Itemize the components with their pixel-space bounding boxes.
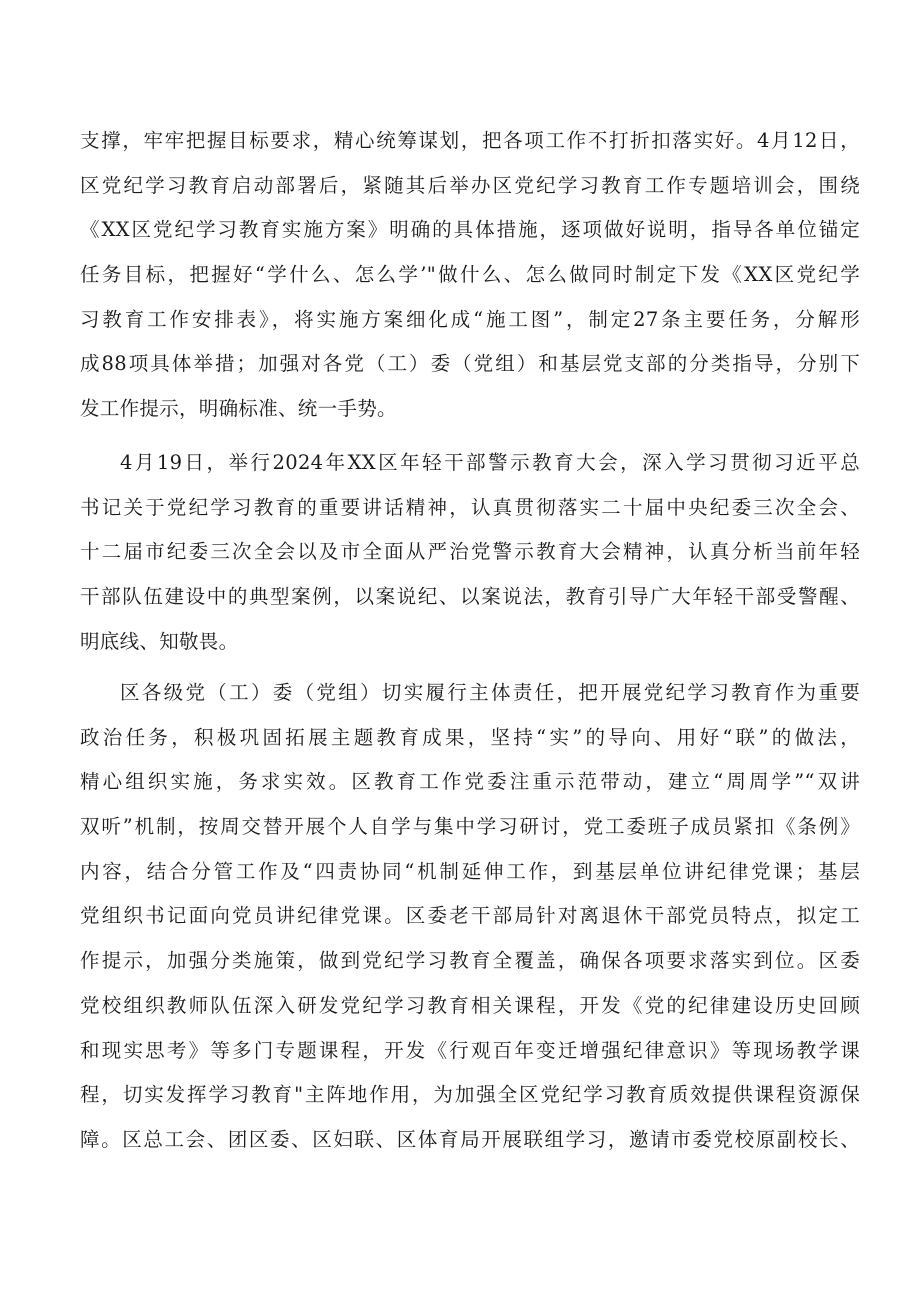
text-line: 双听”机制，按周交替开展个人自学与集中学习研讨，党工委班子成员紧扣《条例》 bbox=[80, 815, 860, 839]
text-line: 支撑，牢牢把握目标要求，精心统筹谋划，把各项工作不打折扣落实好。4月12日， bbox=[80, 129, 860, 152]
paragraph-3 bbox=[80, 671, 860, 1163]
text-line: 党组织书记面向党员讲纪律党课。区委老干部局针对离退休干部党员特点，拟定工 bbox=[80, 904, 860, 928]
text-line: 干部队伍建设中的典型案例，以案说纪、以案说法，教育引导广大年轻干部受警醒、 bbox=[80, 585, 860, 609]
text-line: 4月19日，举行2024年XX区年轻干部警示教育大会，深入学习贯彻习近平总 bbox=[120, 451, 860, 474]
text-line: 精心组织实施，务求实效。区教育工作党委注重示范带动，建立“周周学”“双讲 bbox=[80, 770, 860, 794]
text-line: 习教育工作安排表》，将实施方案细化成“施工图”，制定27条主要任务，分解形 bbox=[80, 307, 860, 331]
text-line: 发工作提示，明确标准、统一手势。 bbox=[80, 397, 397, 421]
text-line: 十二届市纪委三次全会以及市全面从严治党警示教育大会精神，认真分析当前年轻 bbox=[80, 540, 860, 564]
text-line: 作提示，加强分类施策，做到党纪学习教育全覆盖，确保各项要求落实到位。区委 bbox=[80, 949, 860, 973]
text-line: 和现实思考》等多门专题课程，开发《行观百年变迁增强纪律意识》等现场教学课 bbox=[80, 1038, 860, 1062]
text-line: 程，切实发挥学习教育"主阵地作用，为加强全区党纪学习教育质效提供课程资源保 bbox=[80, 1083, 860, 1107]
text-line: 明底线、知敬畏。 bbox=[80, 629, 239, 653]
text-line: 障。区总工会、团区委、区妇联、区体育局开展联组学习，邀请市委党校原副校长、 bbox=[80, 1127, 860, 1151]
text-line: 任务目标，把握好“学什么、怎么学’"做什么、怎么做同时制定下发《XX区党纪学 bbox=[80, 263, 860, 287]
text-line: 成88项具体举措；加强对各党（工）委（党组）和基层党支部的分类指导，分别下 bbox=[80, 352, 860, 376]
text-line: 区党纪学习教育启动部署后，紧随其后举办区党纪学习教育工作专题培训会，围绕 bbox=[80, 173, 860, 197]
text-line: 政治任务，积极巩固拓展主题教育成果，坚持“实”的导向、用好“联”的做法， bbox=[80, 725, 860, 749]
text-line: 内容，结合分管工作及“四责协同“机制延伸工作，到基层单位讲纪律党课；基层 bbox=[80, 859, 860, 883]
paragraph-2 bbox=[80, 441, 860, 664]
text-line: 区各级党（工）委（党组）切实履行主体责任，把开展党纪学习教育作为重要 bbox=[120, 681, 860, 704]
text-line: 党校组织教师队伍深入研发党纪学习教育相关课程，开发《党的纪律建设历史回顾 bbox=[80, 993, 860, 1017]
text-line: 书记关于党纪学习教育的重要讲话精神，认真贯彻落实二十届中央纪委三次全会、 bbox=[80, 495, 860, 519]
text-line: 《XX区党纪学习教育实施方案》明确的具体措施，逐项做好说明，指导各单位锚定 bbox=[80, 218, 860, 242]
paragraph-1 bbox=[80, 119, 860, 432]
